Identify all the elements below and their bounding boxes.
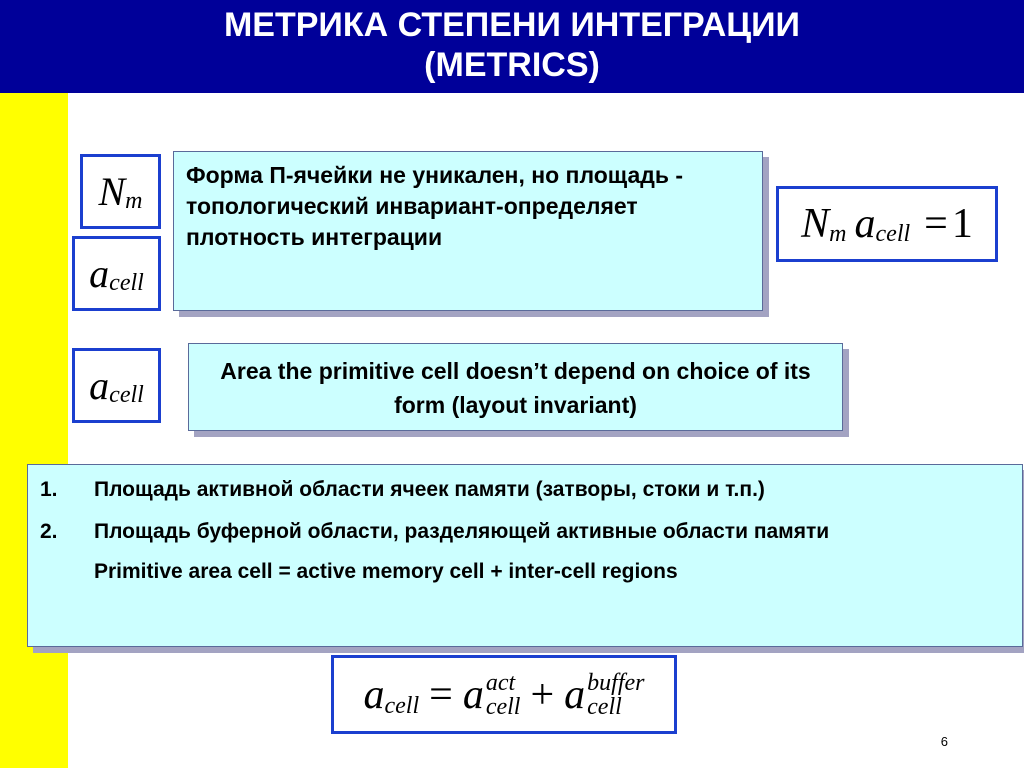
eq2-equals: = [429, 671, 453, 718]
symbol-cell: cell [109, 270, 144, 296]
eq2-plus: + [530, 671, 555, 718]
cell-area-list [27, 464, 1023, 647]
list-item [40, 517, 1004, 547]
side-accent-strip [0, 93, 68, 768]
list-summary-text: Primitive area cell = active memory cell + inter-cell regions [94, 560, 678, 583]
eq-one: 1 [951, 201, 973, 247]
list-item-text: Площадь буферной области, разделяющей активные области памяти [94, 520, 830, 543]
eq2-buffer: buffer [587, 669, 645, 696]
symbol-a: a [89, 251, 110, 296]
form-note-text: Форма П-ячейки не уникален, но площадь - топологический инвариант-определяет плотность интеграции [186, 162, 684, 250]
density-equation-box [776, 186, 998, 262]
nm-symbol-box [80, 154, 161, 229]
acell-symbol-box-1 [72, 236, 161, 311]
list-item-number: 1. [40, 478, 58, 501]
eq-equals: = [924, 201, 948, 247]
list-item-text: Площадь активной области ячеек памяти (затворы, стоки и т.п.) [94, 478, 765, 501]
form-note-callout [173, 151, 763, 311]
eq2-cell: cell [384, 693, 420, 719]
eq2-buffer-cell: cell [587, 693, 622, 720]
page-number: 6 [940, 734, 948, 749]
acell-symbol-box-2 [72, 348, 161, 423]
eq2-act-cell: cell [485, 693, 521, 720]
eq-m: m [829, 220, 847, 247]
list-item-number: 2. [40, 520, 58, 543]
eq2-a-buffer: a [564, 671, 586, 718]
symbol-m: m [125, 188, 143, 214]
list-summary [40, 557, 1004, 587]
cell-area-equation-box [331, 655, 677, 734]
area-note-callout [188, 343, 843, 431]
symbol-cell-2: cell [109, 382, 144, 408]
eq-n: N [801, 201, 830, 247]
slide-title [0, 0, 1024, 93]
title-line-1: МЕТРИКА СТЕПЕНИ ИНТЕГРАЦИИ [223, 6, 800, 44]
eq-cell: cell [875, 220, 911, 247]
symbol-a-2: a [89, 363, 110, 408]
eq2-a: a [363, 671, 385, 718]
eq2-act: act [485, 669, 516, 696]
area-note-text: Area the primitive cell doesn’t depend on choice of its form (layout invariant) [220, 358, 811, 418]
list-item [40, 475, 1004, 505]
eq2-a-act: a [462, 671, 484, 718]
eq-a: a [854, 201, 876, 247]
symbol-n: N [98, 169, 126, 214]
title-line-2: (METRICS) [424, 46, 600, 84]
